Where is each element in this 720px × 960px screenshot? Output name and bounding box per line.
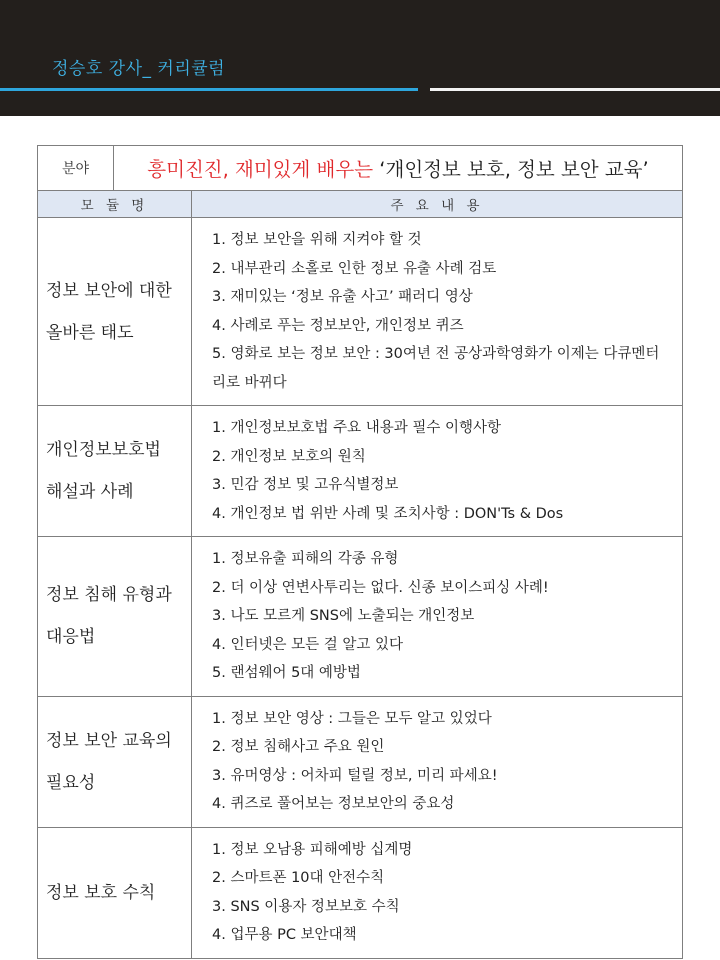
column-header-module: 모 듈 명 (38, 191, 192, 218)
table-row (38, 406, 683, 537)
content-item: 2. 내부관리 소홀로 인한 정보 유출 사례 검토 (212, 260, 497, 277)
content-item: 5. 영화로 보는 정보 보안 : 30여년 전 공상과학영화가 이제는 다큐멘터리로 바뀌다 (212, 346, 660, 391)
module-name-line: 올바른 태도 (46, 322, 134, 343)
table-row (38, 696, 683, 827)
module-name-line: 정보 보안에 대한 (46, 280, 172, 301)
table-row (38, 827, 683, 958)
table-row (38, 218, 683, 406)
column-header-row (38, 191, 683, 218)
content-item: 4. 사례로 푸는 정보보안, 개인정보 퀴즈 (212, 317, 464, 334)
content-item: 1. 정보 보안 영상 : 그들은 모두 알고 있었다 (212, 710, 492, 727)
column-header-content: 주 요 내 용 (192, 191, 683, 218)
content-item: 5. 랜섬웨어 5대 예방법 (212, 665, 361, 681)
header-rule-white (430, 88, 720, 91)
content-item: 2. 더 이상 연변사투리는 없다. 신종 보이스피싱 사례! (212, 579, 549, 596)
content-item: 1. 정보 오남용 피해예방 십계명 (212, 841, 413, 858)
content-item: 3. 민감 정보 및 고유식별정보 (212, 477, 399, 493)
content-item: 1. 정보 보안을 위해 지켜야 할 것 (212, 232, 422, 248)
header-bar (0, 0, 720, 116)
module-name-line: 대응법 (46, 627, 96, 648)
module-content (192, 218, 683, 406)
module-content (192, 406, 683, 537)
module-content (192, 696, 683, 827)
content-item: 1. 개인정보보호법 주요 내용과 필수 이행사항 (212, 420, 502, 436)
content-item: 2. 개인정보 보호의 원칙 (212, 448, 366, 465)
content-item: 2. 정보 침해사고 주요 원인 (212, 739, 385, 755)
field-label: 분야 (38, 146, 114, 191)
content-item: 3. 재미있는 ‘정보 유출 사고’ 패러디 영상 (212, 289, 473, 305)
title-row (38, 146, 683, 191)
module-content (192, 827, 683, 958)
module-content (192, 537, 683, 697)
module-name-line: 필요성 (46, 772, 96, 793)
content-item: 1. 정보유출 피해의 각종 유형 (212, 551, 399, 567)
module-name-line: 정보 침해 유형과 (46, 585, 172, 606)
module-name (38, 696, 192, 827)
content-item: 2. 스마트폰 10대 안전수칙 (212, 870, 385, 886)
module-name (38, 827, 192, 958)
content-item: 4. 업무용 PC 보안대책 (212, 927, 357, 943)
content-item: 3. 유머영상 : 어차피 털릴 정보, 미리 파세요! (212, 767, 498, 784)
module-name-line: 해설과 사례 (46, 482, 134, 502)
content-item: 4. 개인정보 법 위반 사례 및 조치사항 : DON'Ts & Dos (212, 505, 564, 522)
module-name-line: 정보 보호 수칙 (46, 882, 156, 903)
module-name-line: 개인정보보호법 (46, 440, 161, 460)
course-title-highlight: 흥미진진, 재미있게 배우는 (147, 158, 374, 181)
module-name (38, 218, 192, 406)
curriculum-table (37, 145, 683, 959)
course-title-rest: ‘개인정보 보호, 정보 보안 교육’ (379, 158, 649, 181)
content-item: 3. SNS 이용자 정보보호 수칙 (212, 898, 400, 915)
content-item: 3. 나도 모르게 SNS에 노출되는 개인정보 (212, 608, 475, 624)
table-row (38, 537, 683, 697)
content-item: 4. 퀴즈로 풀어보는 정보보안의 중요성 (212, 796, 455, 812)
header-title: 정승호 강사_ 커리큘럼 (52, 59, 226, 79)
header-rule-blue (0, 88, 418, 91)
course-title (114, 146, 683, 191)
module-name (38, 537, 192, 697)
module-name (38, 406, 192, 537)
content-item: 4. 인터넷은 모든 걸 알고 있다 (212, 636, 403, 653)
module-name-line: 정보 보안 교육의 (46, 730, 172, 751)
